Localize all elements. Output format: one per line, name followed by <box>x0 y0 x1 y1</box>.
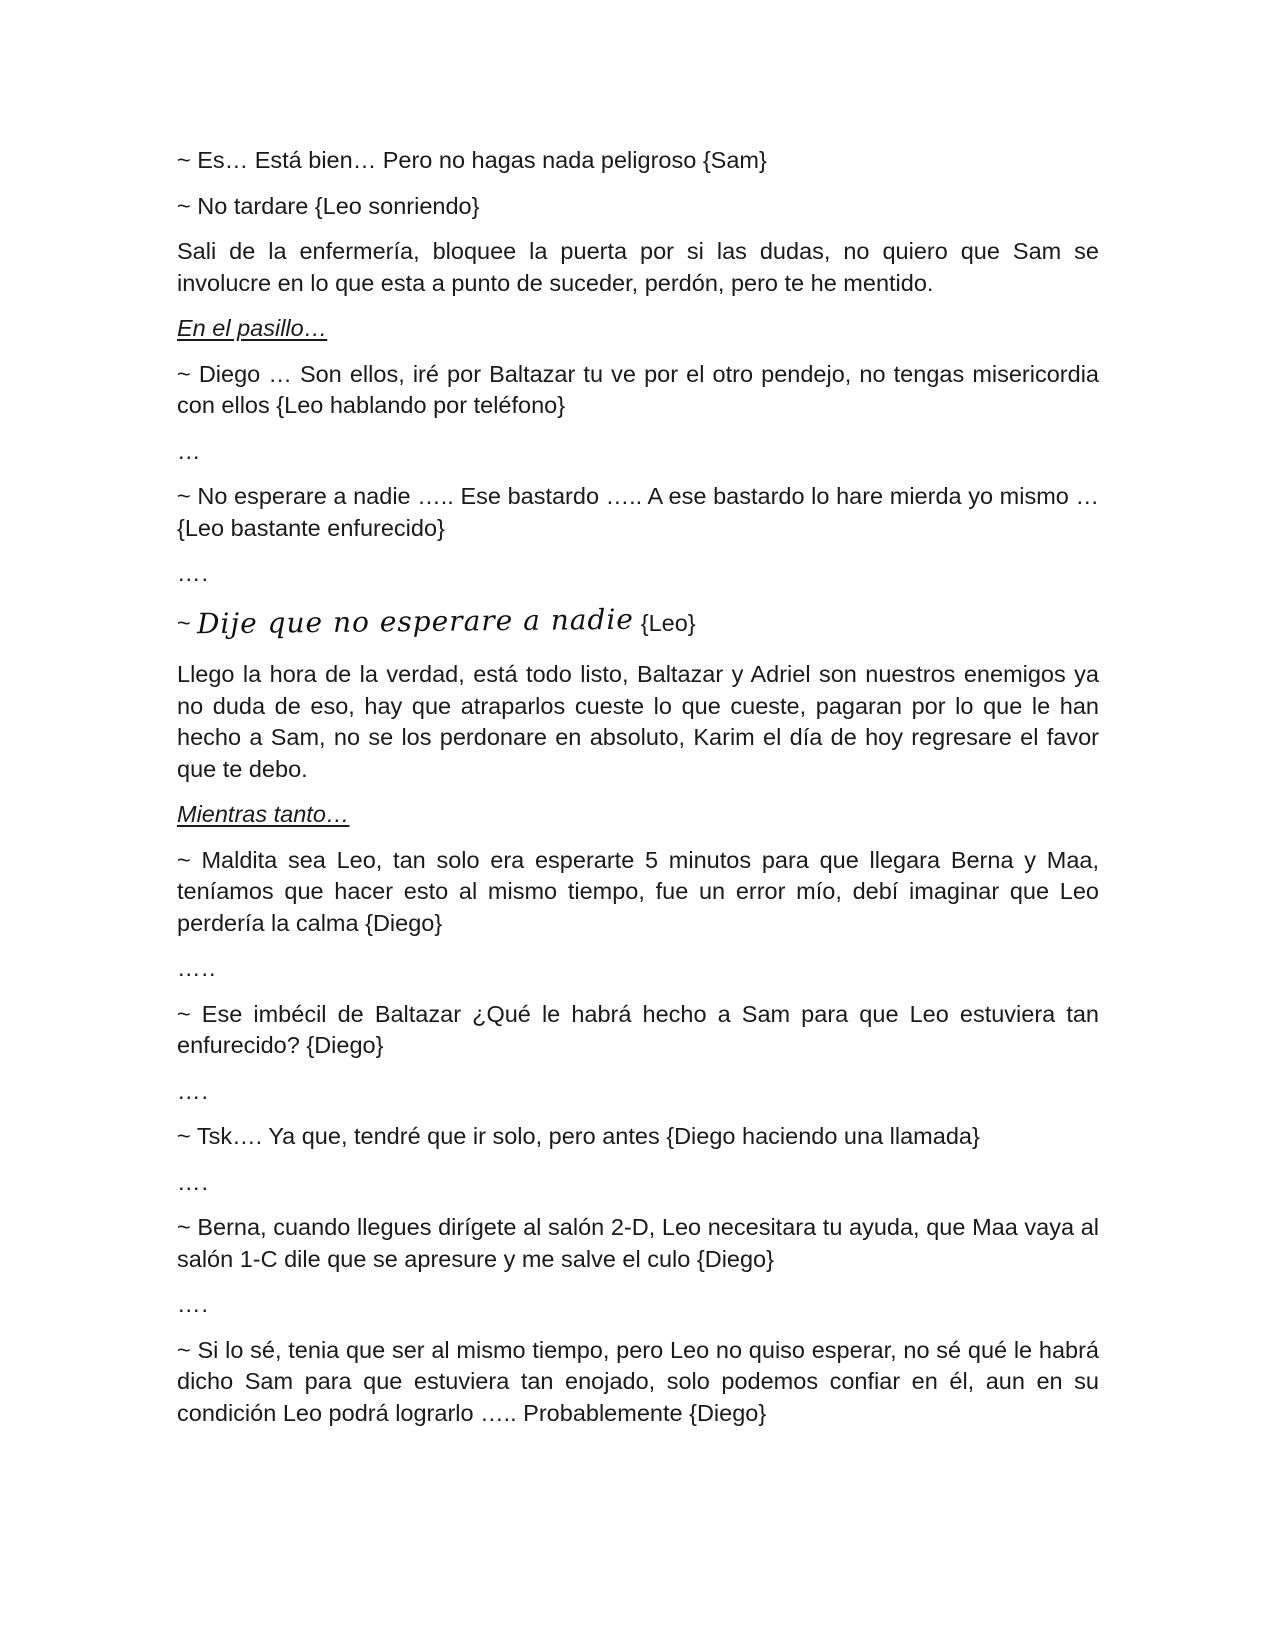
dialogue-line: ~ Maldita sea Leo, tan solo era esperarte 5 minutos para que llegara Berna y Maa, teníamos que hacer esto al mismo tiempo, fue un error mío, debí imaginar que Leo perdería la calma {Diego} <box>177 846 1099 936</box>
shout-text: Dije que no esperare a nadie <box>197 602 635 640</box>
dialogue-line: ~ No tardare {Leo sonriendo} <box>177 192 480 219</box>
ellipsis-line: …. <box>177 560 210 586</box>
ellipsis-line: …. <box>177 1077 210 1104</box>
dialogue-line: ~ Berna, cuando llegues dirígete al salón 2-D, Leo necesitara tu ayuda, que Maa vaya al salón 1-C dile que se apresure y me salve el culo {Diego} <box>177 1214 1099 1272</box>
ellipsis-line: …. <box>177 1291 210 1317</box>
shout-speaker: {Leo} <box>640 609 696 636</box>
ellipsis-line: … <box>177 437 202 464</box>
ellipsis-line: ….. <box>177 955 217 981</box>
shout-prefix: ~ <box>177 609 198 636</box>
dialogue-line: ~ Tsk…. Ya que, tendré que ir solo, pero antes {Diego haciendo una llamada} <box>177 1123 980 1149</box>
dialogue-line: ~ Diego … Son ellos, iré por Baltazar tu ve por el otro pendejo, no tengas misericordia con ellos {Leo hablando por teléfono} <box>177 360 1099 418</box>
narration-paragraph: Sali de la enfermería, bloquee la puerta por si las dudas, no quiero que Sam se involucre en lo que esta a punto de suceder, perdón, pero te he mentido. <box>177 238 1099 296</box>
shout-line <box>177 602 1099 640</box>
dialogue-line: ~ No esperare a nadie ….. Ese bastardo ….. A ese bastardo lo hare mierda yo mismo … {Leo bastante enfurecido} <box>177 483 1099 541</box>
dialogue-line: ~ Si lo sé, tenia que ser al mismo tiempo, pero Leo no quiso esperar, no sé qué le habrá dicho Sam para que estuviera tan enojado, solo podemos confiar en él, aun en su condición Leo podrá lograrlo ….. Probablemente {Diego} <box>177 1336 1099 1426</box>
narration-paragraph: Llego la hora de la verdad, está todo listo, Baltazar y Adriel son nuestros enemigos ya no duda de eso, hay que atraparlos cueste lo que cueste, pagaran por lo que le han hecho a Sam, no se los perdonare en absoluto, Karim el día de hoy regresare el favor que te debo. <box>177 661 1099 782</box>
document-body <box>177 145 1099 1443</box>
dialogue-line: ~ Es… Está bien… Pero no hagas nada peligroso {Sam} <box>177 147 767 173</box>
scene-heading: Mientras tanto… <box>177 801 350 827</box>
scene-heading: En el pasillo… <box>177 315 328 341</box>
dialogue-line: ~ Ese imbécil de Baltazar ¿Qué le habrá hecho a Sam para que Leo estuviera tan enfurecido? {Diego} <box>177 1000 1099 1058</box>
ellipsis-line: …. <box>177 1168 210 1195</box>
